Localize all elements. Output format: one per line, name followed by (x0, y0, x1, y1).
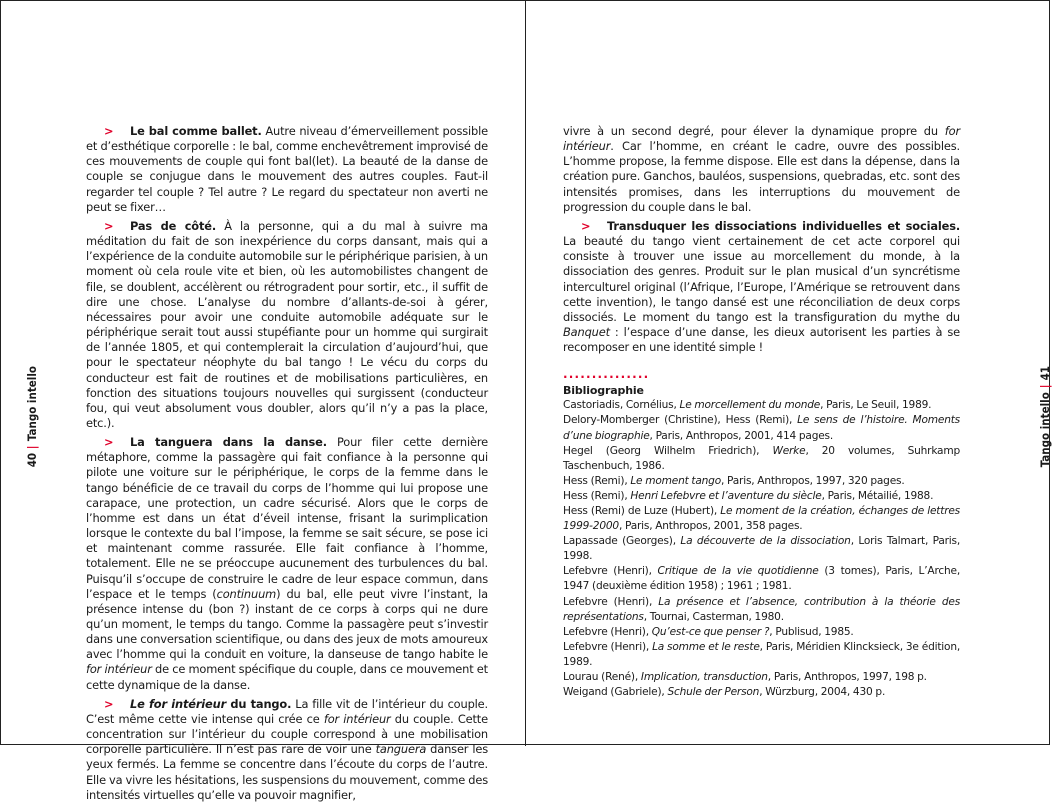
section-heading: Transduquer les dissociations individuelles et sociales. (607, 218, 960, 233)
work-title: Werke (772, 444, 806, 457)
entry-text: , Loris Talmart, Paris, 1998. (563, 535, 961, 563)
heading-italic: Le for intérieur (130, 696, 227, 711)
left-running-head (25, 366, 39, 467)
entry-text: , Publisud, 1985. (769, 625, 854, 638)
section-heading (130, 697, 291, 711)
entry-text: Lefebvre (Henri), (563, 640, 653, 653)
work-title: Qu’est-ce que penser ? (651, 625, 770, 638)
heading-rest: du tango. (226, 696, 292, 711)
page-number: 40 (25, 452, 39, 468)
paragraph (86, 219, 488, 431)
entry-text: , Paris, Méridien Klincksieck, 3e édition, 1989. (563, 640, 960, 668)
bibliography-entry (563, 685, 960, 700)
paragraph-text: de ce moment spécifique du couple, dans ce mouvement et cette dynamique de la danse. (86, 662, 488, 692)
work-title: Le morcellement du monde (679, 399, 821, 412)
entry-text: Lourau (René), (563, 671, 641, 684)
entry-text: Lefebvre (Henri), (563, 595, 659, 608)
work-title: La découverte de la dissociation (680, 535, 851, 548)
entry-text: Hegel (Georg Wilhelm Friedrich), (563, 444, 773, 457)
work-title: La somme et le reste (652, 640, 760, 653)
bibliography-list (563, 398, 960, 700)
paragraph-text: Autre niveau d’émerveillement possible et d’esthétique corporelle : le bal, comme enchevêtrement improvisé de ces mouvements de couple qui font bal(let). La beauté de la danse de couple se conjugue dans le mouvement des autres couples. Faut-il regarder tel couple ? Tel autre ? Le regard du spectateur non averti ne peut se fixer… (86, 124, 488, 214)
separator-bar: | (1038, 384, 1052, 389)
italic-term: for intérieur (323, 711, 391, 726)
italic-term: Banquet (563, 325, 610, 340)
bibliography-entry (563, 444, 960, 474)
right-page (526, 1, 1050, 746)
entry-text: , Paris, Anthropos, 2001, 414 pages. (649, 429, 834, 442)
paragraph (86, 435, 488, 693)
entry-text: , Würzburg, 2004, 430 p. (759, 686, 886, 699)
bibliography-title: Bibliographie (563, 384, 644, 398)
paragraph (86, 124, 488, 215)
page-number: 41 (1038, 366, 1052, 381)
work-title: Henri Lefebvre et l’aventure du siècle (630, 489, 822, 502)
entry-text: Lefebvre (Henri), (563, 625, 652, 638)
paragraph-text: Pour filer cette dernière métaphore, comme la passagère qui fait confiance à la personne qui pilote une voiture sur le périphérique, le corps de la femme dans le tango bénéficie de ce travail du corps de l’homme qui lui propose une carapace, une protection, un cadre sécurisé. Alors que le corps de l’homme est dans un état d’éveil intense, frisant la surimplication lorsque le contexte du bal l’impose, la femme se sait sécure, se pose ici et maintenant comme rassurée. Elle fait confiance à l’homme, totalement. Elle ne se préoccupe aucunement des turbulences du bal. Puisqu’il s’occupe de construire le cadre de leur espace commun, dans l’espace et le temps ( (86, 435, 488, 601)
work-title: La présence et l’absence, contribution à la théorie des représentations (563, 595, 961, 623)
entry-text: Delory-Momberger (Christine), Hess (Remi), (563, 414, 798, 427)
entry-text: Castoriadis, Cornélius, (563, 399, 680, 412)
paragraph-text: . Car l’homme, en créant le cadre, ouvre des possibles. L’homme propose, la femme dispose. Elle est dans la dépense, dans la création pure. Ganchos, bauléos, suspensions, quebradas, etc. sont des intensités promises, dans les interruptions du mouvement de progression du couple dans le bal. (563, 139, 960, 214)
italic-term: for intérieur (563, 124, 960, 154)
right-text-column (563, 124, 960, 700)
bibliography-entry (563, 474, 960, 489)
entry-text: , Tournai, Casterman, 1980. (643, 610, 784, 623)
separator-bar: | (25, 445, 39, 449)
paragraph-text: À la personne, qui a du mal à suivre ma méditation du fait de son inexpérience du corps dansant, mais qui a l’expérience de la conduite automobile sur le périphérique parisien, à un moment où cela roule vite et bien, où les automobilistes changent de file, se doublent, accélèrent ou rétrogradent pour sortir, etc., il suffit de dire une chose. L’analyse du nombre d’allants-de-soi à gérer, nécessaires pour avoir une conduite automobile adéquate sur le périphérique serait tout aussi stupéfiante pour un homme qui surgirait de l’année 1805, et qui contemplerait la circulation d’aujourd’hui, que pour le spectateur néophyte du bal tango ! Le vécu du corps du conducteur est fait de routines et de mobilisations particulières, en fonction des situations toujours nouvelles qui surgissent (conducteur fou, qui veut absolument vous doubler, alors qu’il n’y a pas la place, etc.). (86, 218, 488, 430)
bibliography-entry (563, 670, 960, 685)
work-title: Le moment de la création, échanges de lettres 1999-2000 (563, 505, 961, 533)
bibliography-entry (563, 504, 960, 534)
bibliography-entry (563, 398, 960, 413)
entry-text: Hess (Remi) de Luze (Hubert), (563, 505, 721, 517)
paragraph-text: vivre à un second degré, pour élever la dynamique propre du (563, 124, 945, 138)
work-title: Le moment tango (630, 474, 721, 487)
bullet-marker: > (104, 435, 114, 450)
entry-text: Hess (Remi), (563, 474, 631, 487)
entry-text: Weigand (Gabriele), (563, 686, 668, 699)
paragraph-text: ) du bal, elle peut vivre l’instant, la présence intense du (bon ?) instant de ce corps à corps qui ne dure qu’un moment, le temps du tango. Comme la passagère peut s’investir dans une conversation scientifique, ou dans des jeux de mots amoureux avec l’homme qui la conduit en voiture, la danseuse de tango habite le (86, 586, 488, 662)
paragraph-text: La fille vit de l’intérieur du couple. C’est même cette vie intense qui crée ce (86, 696, 488, 726)
bullet-marker: > (104, 696, 114, 711)
continuation-paragraph (563, 124, 960, 215)
bibliography-entry (563, 640, 960, 670)
entry-text: , Paris, Anthropos, 1997, 198 p. (767, 671, 927, 684)
paragraph-text: danser les yeux fermés. La femme se concentre dans l’écoute du corps de l’autre. Elle va vivre les hésitations, les suspensions du mouvement, comme des intensités virtuelles qu’elle va pouvoir magnifier, (86, 742, 488, 802)
bullet-marker: > (104, 124, 114, 138)
paragraph-text: du couple. Cette concentration sur l’intérieur du couple correspond à une mobilisation corporelle particulière. Il n’est pas rare de voir une (86, 711, 488, 757)
bullet-marker: > (104, 218, 114, 233)
section-heading: Pas de côté. (130, 218, 217, 233)
entry-text: , Paris, Anthropos, 2001, 358 pages. (618, 520, 803, 533)
paragraph-text: : l’espace d’une danse, les dieux autorisent les parties à se recomposer en une identité simple ! (563, 325, 960, 355)
paragraph (563, 219, 960, 355)
bibliography-entry (563, 413, 960, 443)
running-head-title: Tango intello (25, 366, 39, 442)
bibliography-entry (563, 564, 960, 594)
right-running-head (1038, 366, 1052, 467)
bullet-marker: > (581, 218, 591, 233)
italic-term: for intérieur (86, 662, 152, 677)
paragraph (86, 697, 488, 803)
paragraph-text: La beauté du tango vient certainement de cet acte corporel qui consiste à trouver une issue au morcellement du monde, à la dissociation des genres. Produit sur le plan musical d’un syncrétisme interculturel original (l’Afrique, l’Europe, l’Amérique se retrouvent dans cette invention), le tango dansé est une réconciliation de deux corps dissociés. Le moment du tango est la transfiguration du mythe du (563, 234, 960, 324)
entry-text: , Paris, Le Seuil, 1989. (820, 399, 932, 412)
bibliography-entry (563, 595, 960, 625)
dotted-separator: ............... (563, 367, 650, 382)
italic-term: tanguera (375, 742, 427, 757)
entry-text: (3 tomes), Paris, L’Arche, 1947 (deuxième édition 1958) ; 1961 ; 1981. (563, 565, 960, 593)
work-title: Schule der Person (667, 686, 760, 699)
section-heading: La tanguera dans la danse. (130, 435, 327, 450)
entry-text: Lefebvre (Henri), (563, 565, 658, 578)
entry-text: Lapassade (Georges), (563, 535, 681, 548)
bibliography-entry (563, 625, 960, 640)
entry-text: , Paris, Métailié, 1988. (821, 489, 934, 502)
bibliography-entry (563, 489, 960, 504)
bibliography-entry (563, 534, 960, 564)
work-title: Le sens de l’histoire. Moments d’une biographie (563, 414, 960, 442)
left-page (1, 1, 525, 802)
entry-text: , Paris, Anthropos, 1997, 320 pages. (721, 474, 905, 487)
entry-text: Hess (Remi), (563, 489, 631, 502)
entry-text: , 20 volumes, Suhrkamp Taschenbuch, 1986. (563, 444, 960, 472)
italic-term: continuum (216, 586, 277, 601)
left-text-column (86, 124, 488, 807)
work-title: Critique de la vie quotidienne (657, 565, 819, 578)
section-heading: Le bal comme ballet. (130, 124, 262, 138)
work-title: Implication, transduction (640, 671, 768, 684)
running-head-title: Tango intello (1038, 392, 1052, 468)
